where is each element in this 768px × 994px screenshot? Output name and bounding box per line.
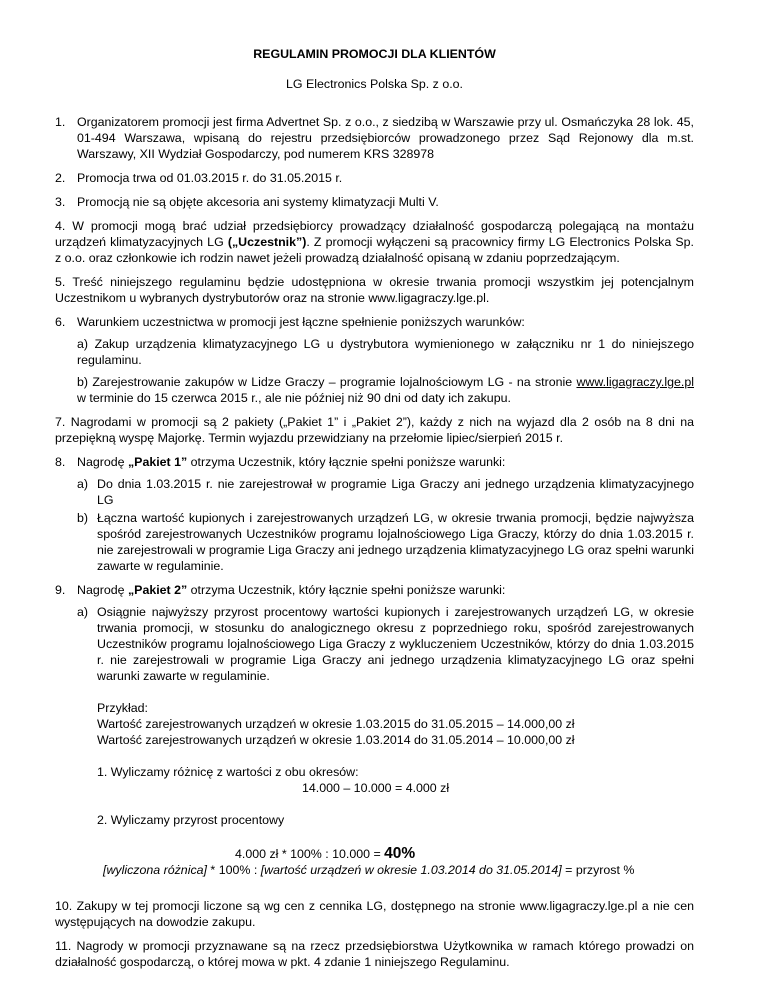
condition-b [77, 374, 694, 406]
clause-10: 10. Zakupy w tej promocji liczone są wg cen z cennika LG, dostępnego na stronie www.ligagraczy.lge.pl a nie cen występujących na dowodzie zakupu. [55, 899, 694, 929]
clause-number: 9. [55, 583, 66, 597]
formula-part: = przyrost % [561, 863, 635, 877]
clause-text [77, 454, 694, 470]
condition-b [77, 510, 694, 574]
clause-9 [55, 582, 694, 598]
clause-8-conditions [77, 476, 694, 574]
prize-name: „Pakiet 1” [127, 455, 188, 469]
example-label: Przykład: [97, 701, 148, 715]
clause-text-part: Nagrodę [77, 583, 128, 597]
example-block [97, 700, 694, 828]
prize-name: „Pakiet 2” [127, 583, 188, 597]
clause-text: Promocja trwa od 01.03.2015 r. do 31.05.2015 r. [77, 171, 343, 185]
clause-text-part: otrzyma Uczestnik, który łącznie spełni poniższe warunki: [187, 583, 506, 597]
clause-6-conditions [77, 336, 694, 406]
clause-9-conditions [77, 604, 694, 684]
clause-6 [55, 314, 694, 330]
clause-7: 7. Nagrodami w promocji są 2 pakiety („Pakiet 1” i „Pakiet 2”), każdy z nich na wyjazd dla 2 osób na 8 dni na przepiękną wyspę Majorkę. Termin wyjazdu przewidziany na przełomie lipiec/sierpień 2015 r. [55, 415, 694, 445]
clause-number: 1. [55, 115, 66, 129]
clause-number: 8. [55, 455, 66, 469]
document-title: REGULAMIN PROMOCJI DLA KLIENTÓW [253, 47, 496, 61]
clause-text-part: Nagrodę [77, 455, 128, 469]
condition-text: w terminie do 15 czerwca 2015 r., ale nie później niż 90 dni od daty ich zakupu. [77, 391, 511, 405]
condition-text: Łączna wartość kupionych i zarejestrowanych urządzeń LG, w okresie trwania promocji, będzie najwyższa spośród zarejestrowanych Uczestników programu lojalnościowego Liga Graczy, którzy do dnia 1.03.2015 r. nie zarejestrowali w programie Liga Graczy ani jednego urządzenia klimatyzacyjnego LG oraz spełni warunki zawarte w regulaminie. [97, 511, 694, 573]
clause-5: 5. Treść niniejszego regulaminu będzie udostępniona w okresie trwania promocji wszystkim jej potencjalnym Uczestnikom u wybranych dystrybutorów oraz na stronie www.ligagraczy.lge.pl. [55, 275, 694, 305]
clause-number: 3. [55, 195, 66, 209]
clause-text [77, 582, 694, 598]
clause-text: Warunkiem uczestnictwa w promocji jest łączne spełnienie poniższych warunków: [77, 315, 525, 329]
step-1: 1. Wyliczamy różnicę z wartości z obu okresów: [97, 765, 359, 779]
clause-3 [55, 194, 694, 210]
step-2: 2. Wyliczamy przyrost procentowy [97, 813, 285, 827]
condition-a [77, 604, 694, 684]
example-line: Wartość zarejestrowanych urządzeń w okresie 1.03.2014 do 31.05.2014 – 10.000,00 zł [97, 733, 575, 747]
clause-text: Promocją nie są objęte akcesoria ani systemy klimatyzacji Multi V. [77, 195, 439, 209]
condition-letter: a) [77, 477, 89, 491]
company-name: LG Electronics Polska Sp. z o.o. [286, 77, 463, 91]
clause-text: Organizatorem promocji jest firma Advertnet Sp. z o.o., z siedzibą w Warszawie przy ul. Osmańczyka 28 lok. 45, 01-494 Warszawa, wpisaną do rejestru przedsiębiorców prowadzonego przez Sąd Rejonowy dla m.st. Warszawy, XII Wydział Gospodarczy, pod numerem KRS 328978 [77, 115, 694, 161]
clause-4 [55, 218, 694, 266]
website-link[interactable]: www.ligagraczy.lge.pl [576, 375, 694, 389]
clause-text-part: otrzyma Uczestnik, który łącznie spełni poniższe warunki: [187, 455, 506, 469]
clause-2 [55, 170, 694, 186]
clause-8 [55, 454, 694, 470]
calculation-text: 4.000 zł * 100% : 10.000 = [235, 847, 385, 861]
step-1-calculation: 14.000 – 10.000 = 4.000 zł [302, 781, 450, 795]
clause-1 [55, 114, 694, 162]
condition-text: Do dnia 1.03.2015 r. nie zarejestrował w programie Liga Graczy ani jednego urządzenia klimatyzacyjnego LG [97, 477, 694, 507]
condition-text: Osiągnie najwyższy przyrost procentowy wartości kupionych i zarejestrowanych urządzeń LG, w okresie trwania promocji, w stosunku do analogicznego okresu z poprzedniego roku, spośród zarejestrowanych Uczestników programu lojalnościowego Liga Graczy z wykluczeniem Uczestników, którzy do dnia 1.03.2015 r. nie zarejestrowali w programie Liga Graczy ani jednego urządzenia klimatyzacyjnego LG oraz spełni warunki zawarte w regulaminie. [97, 605, 694, 683]
example-line: Wartość zarejestrowanych urządzeń w okresie 1.03.2015 do 31.05.2015 – 14.000,00 zł [97, 717, 575, 731]
clause-text: 4. W promocji mogą brać udział przedsiębiorcy prowadzący działalność gospodarczą polegającą na montażu urządzeń klimatyzacyjnych LG [55, 219, 694, 249]
participant-term: („Uczestnik”) [227, 235, 307, 249]
clause-number: 2. [55, 171, 66, 185]
condition-letter: a) [77, 605, 89, 619]
calculation-result: 40% [384, 845, 416, 862]
condition-a [77, 476, 694, 508]
formula-part: * 100% : [206, 863, 261, 877]
formula-line [55, 862, 694, 878]
condition-a: a) Zakup urządzenia klimatyzacyjnego LG u dystrybutora wymienionego w załączniku nr 1 do niniejszego regulaminu. [77, 337, 694, 367]
percent-calculation [55, 846, 694, 862]
clause-text: . Z promocji wyłączeni są pracownicy firmy LG Electronics Polska Sp. z o.o. oraz członkowie ich rodzin nawet jeżeli prowadzą działalność opisaną w zdaniu poprzedzającym. [55, 235, 694, 265]
condition-letter: b) [77, 511, 89, 525]
condition-text: b) Zarejestrowanie zakupów w Lidze Graczy – programie lojalnościowym LG - na stronie [77, 375, 577, 389]
formula-part: [wyliczona różnica] [103, 863, 207, 877]
clause-number: 6. [55, 315, 66, 329]
clause-11: 11. Nagrody w promocji przyznawane są na rzecz przedsiębiorstwa Użytkownika w ramach którego prowadzi on działalność gospodarczą, o której mowa w pkt. 4 zdanie 1 niniejszego Regulaminu. [55, 939, 694, 969]
formula-part: [wartość urządzeń w okresie 1.03.2014 do 31.05.2014] [260, 863, 562, 877]
